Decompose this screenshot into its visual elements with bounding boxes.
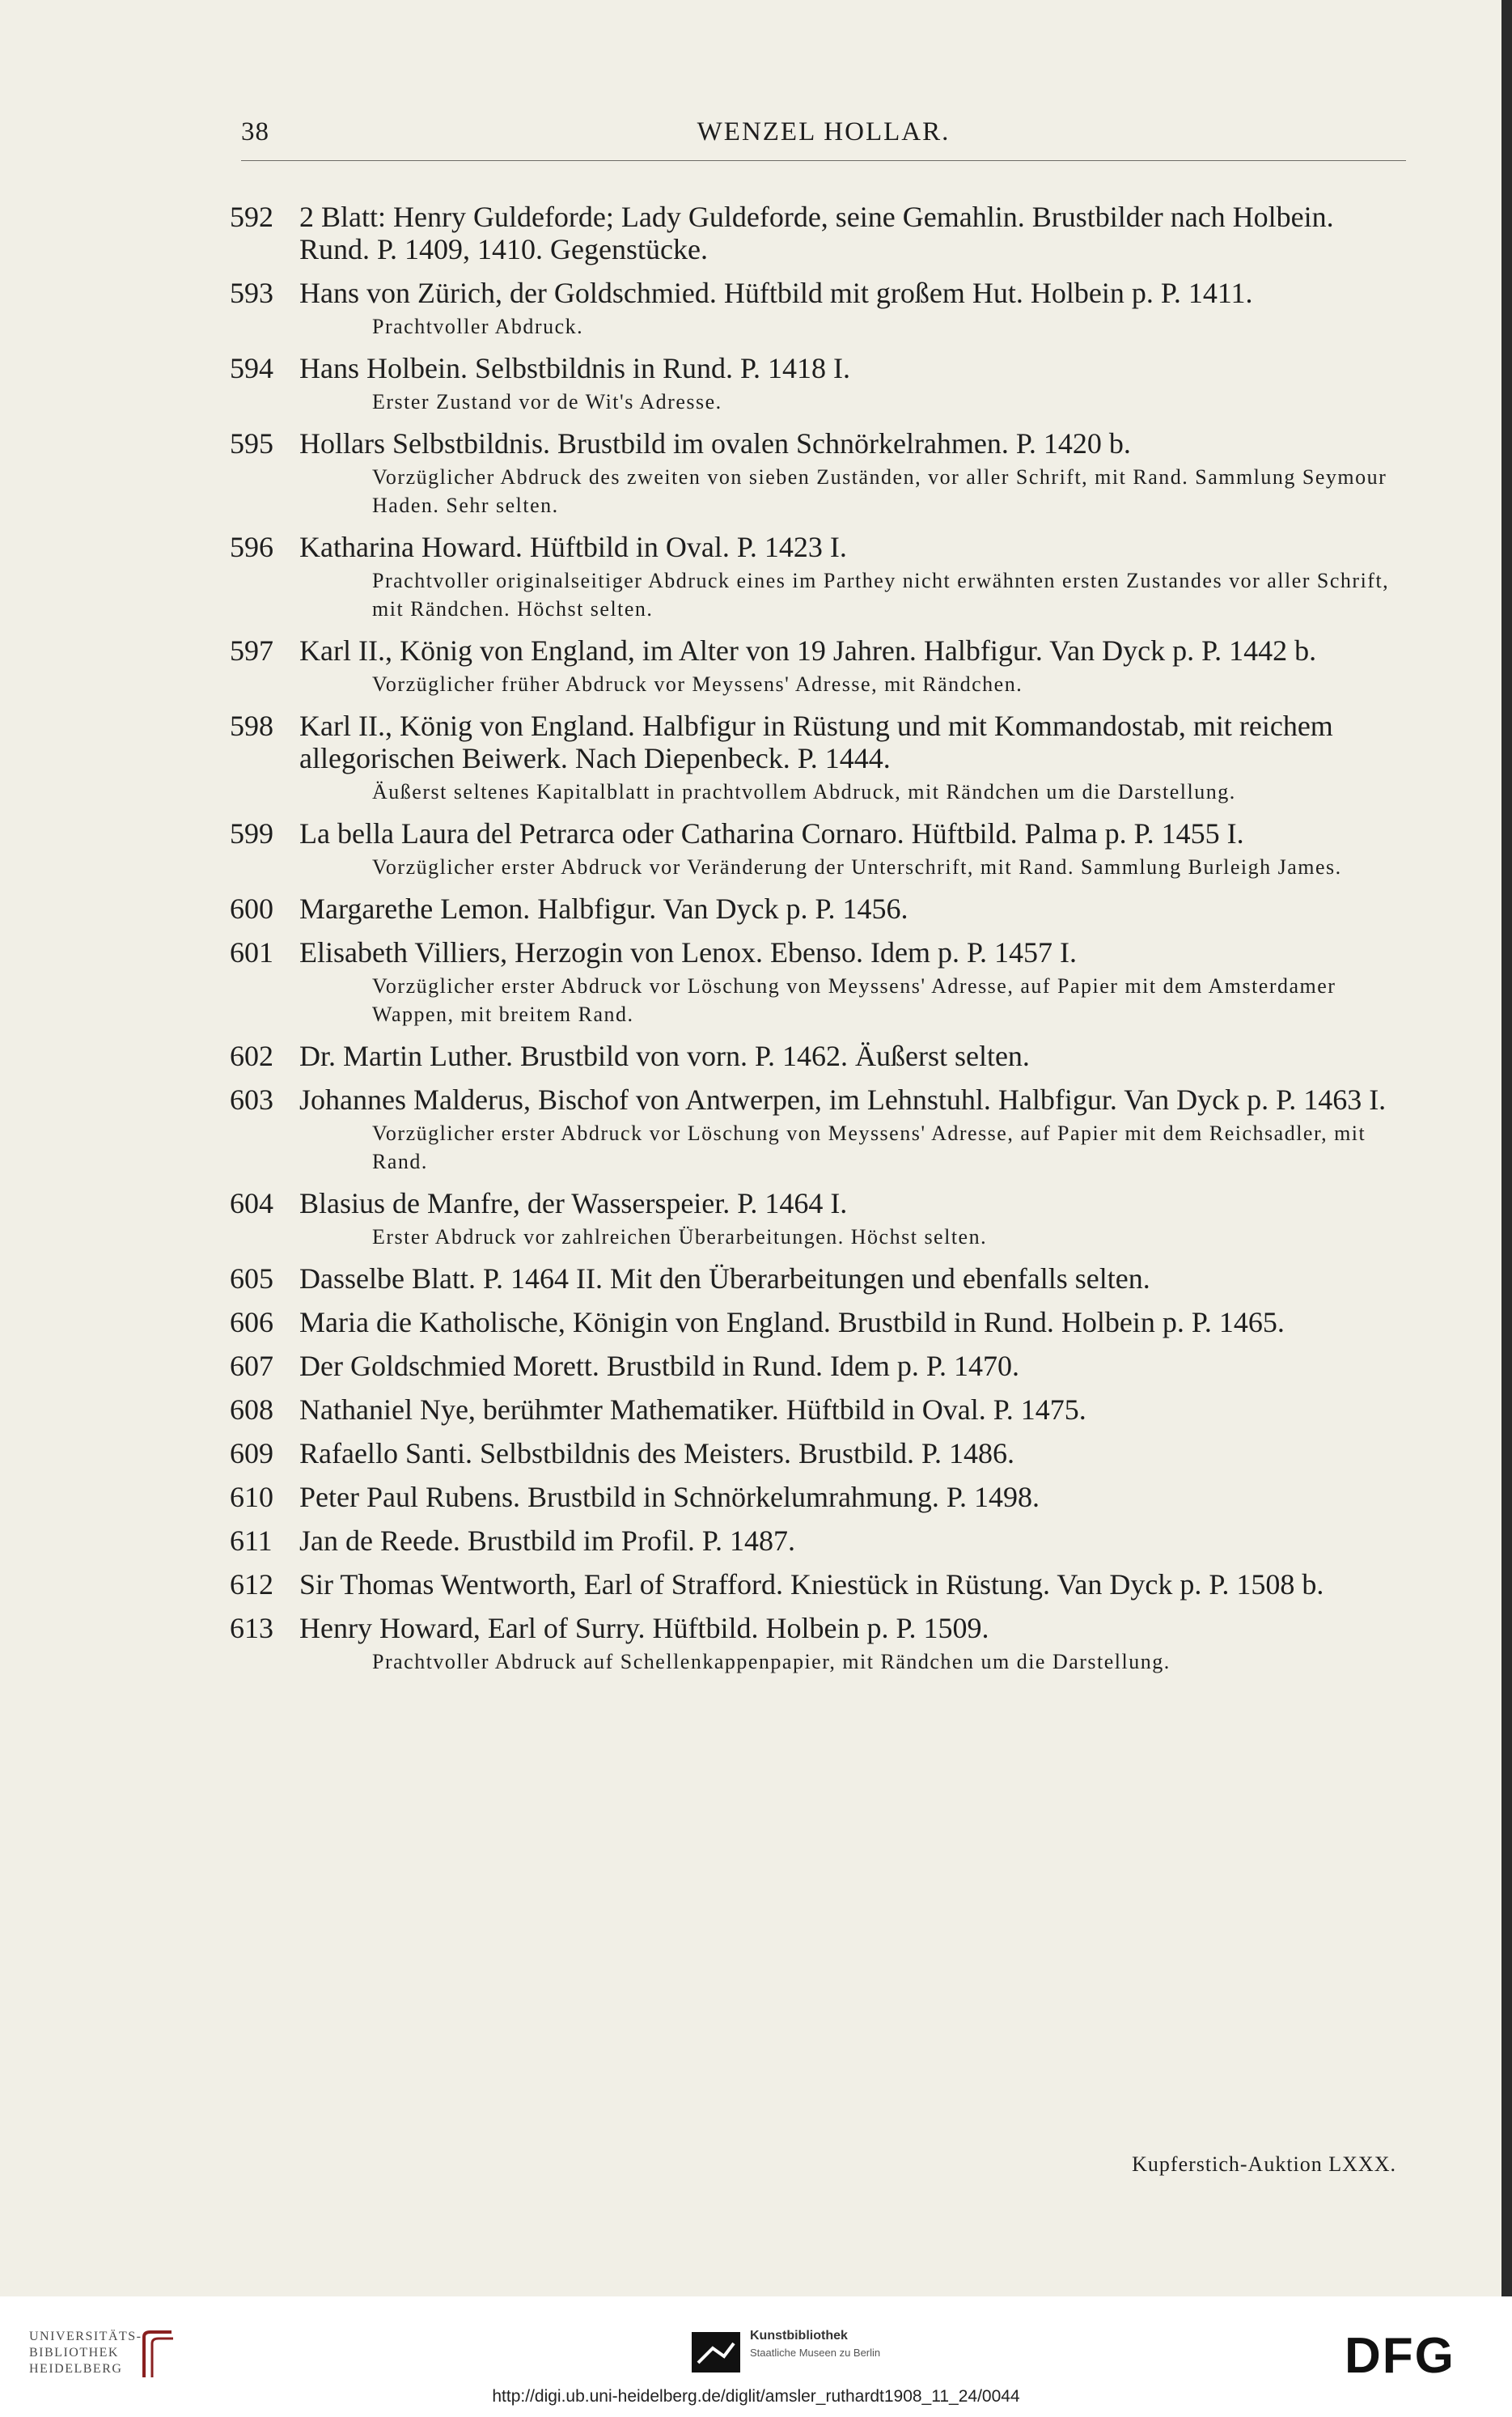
catalogue-entry	[230, 1262, 1411, 1295]
entry-note: Vorzüglicher erster Abdruck vor Löschung von Meyssens' Adresse, auf Papier mit dem Reichsadler, mit Rand.	[372, 1122, 1366, 1173]
catalogue-entry	[230, 1437, 1411, 1469]
entry-number: 608	[230, 1393, 273, 1426]
catalogue-entry	[230, 710, 1411, 806]
entry-number: 592	[230, 201, 273, 233]
entry-title: Jan de Reede. Brustbild im Profil. P. 1487.	[299, 1524, 795, 1557]
entry-title: Katharina Howard. Hüftbild in Oval. P. 1423 I.	[299, 531, 847, 563]
entry-number: 596	[230, 531, 273, 563]
kb-name: Kunstbibliothek	[750, 2329, 848, 2343]
entry-title: Margarethe Lemon. Halbfigur. Van Dyck p. P. 1456.	[299, 893, 908, 925]
entry-number: 605	[230, 1262, 273, 1295]
entry-note: Äußerst seltenes Kapitalblatt in prachtvollem Abdruck, mit Rändchen um die Darstellung.	[372, 780, 1236, 804]
entry-title: Hans von Zürich, der Goldschmied. Hüftbild mit großem Hut. Holbein p. P. 1411.	[299, 277, 1253, 309]
entry-note: Erster Abdruck vor zahlreichen Überarbeitungen. Höchst selten.	[372, 1225, 988, 1249]
catalogue-entry	[230, 1568, 1411, 1601]
catalogue-entry	[230, 1040, 1411, 1072]
entry-number: 613	[230, 1612, 273, 1644]
entry-title: Nathaniel Nye, berühmter Mathematiker. Hüftbild in Oval. P. 1475.	[299, 1393, 1086, 1426]
catalogue-entry	[230, 1187, 1411, 1251]
catalogue-entry	[230, 1481, 1411, 1513]
entry-number: 594	[230, 352, 273, 384]
entry-note: Vorzüglicher früher Abdruck vor Meyssens' Adresse, mit Rändchen.	[372, 672, 1023, 696]
entry-note: Prachtvoller originalseitiger Abdruck eines im Parthey nicht erwähnten ersten Zustandes vor aller Schrift, mit Rändchen. Höchst selten.	[372, 569, 1390, 621]
dfg-logo[interactable]: DFG	[1345, 2328, 1455, 2384]
entry-number: 612	[230, 1568, 273, 1601]
page-header	[241, 117, 1406, 166]
catalogue-entry	[230, 201, 1411, 265]
entry-number: 603	[230, 1083, 273, 1116]
catalogue-entry	[230, 277, 1411, 341]
catalogue-entries	[230, 201, 1411, 1687]
entry-note: Vorzüglicher erster Abdruck vor Veränderung der Unterschrift, mit Rand. Sammlung Burleigh James.	[372, 855, 1342, 879]
entry-title: Dr. Martin Luther. Brustbild von vorn. P. 1462. Äußerst selten.	[299, 1040, 1030, 1072]
entry-number: 606	[230, 1306, 273, 1338]
uni-logo-line: UNIVERSITÄTS-	[29, 2330, 142, 2343]
catalogue-entry	[230, 1524, 1411, 1557]
catalogue-entry	[230, 427, 1411, 519]
catalogue-entry	[230, 936, 1411, 1028]
entry-title: Hollars Selbstbildnis. Brustbild im ovalen Schnörkelrahmen. P. 1420 b.	[299, 427, 1131, 460]
entry-note: Vorzüglicher Abdruck des zweiten von sieben Zuständen, vor aller Schrift, mit Rand. Sammlung Seymour Haden. Sehr selten.	[372, 465, 1387, 517]
entry-title: Hans Holbein. Selbstbildnis in Rund. P. 1418 I.	[299, 352, 851, 384]
uni-logo-line: BIBLIOTHEK	[29, 2346, 119, 2360]
entry-number: 597	[230, 634, 273, 667]
catalogue-entry	[230, 1393, 1411, 1426]
catalogue-entry	[230, 817, 1411, 881]
entry-number: 599	[230, 817, 273, 850]
entry-title: Sir Thomas Wentworth, Earl of Strafford. Kniestück in Rüstung. Van Dyck p. P. 1508 b.	[299, 1568, 1324, 1601]
uni-logo-line: HEIDELBERG	[29, 2362, 123, 2376]
entry-number: 598	[230, 710, 273, 742]
entry-number: 600	[230, 893, 273, 925]
entry-title: Peter Paul Rubens. Brustbild in Schnörkelumrahmung. P. 1498.	[299, 1481, 1040, 1513]
entry-number: 601	[230, 936, 273, 969]
entry-title: Henry Howard, Earl of Surry. Hüftbild. Holbein p. P. 1509.	[299, 1612, 989, 1644]
entry-number: 611	[230, 1524, 273, 1557]
catalogue-entry	[230, 1350, 1411, 1382]
page-number: 38	[241, 117, 269, 146]
entry-number: 609	[230, 1437, 273, 1469]
entry-title: Blasius de Manfre, der Wasserspeier. P. 1464 I.	[299, 1187, 848, 1219]
catalogue-entry	[230, 352, 1411, 416]
entry-title: Elisabeth Villiers, Herzogin von Lenox. Ebenso. Idem p. P. 1457 I.	[299, 936, 1078, 969]
catalogue-entry	[230, 893, 1411, 925]
entry-note: Prachtvoller Abdruck auf Schellenkappenpapier, mit Rändchen um die Darstellung.	[372, 1650, 1171, 1673]
entry-title: Maria die Katholische, Königin von England. Brustbild in Rund. Holbein p. P. 1465.	[299, 1306, 1285, 1338]
entry-number: 607	[230, 1350, 273, 1382]
entry-note: Vorzüglicher erster Abdruck vor Löschung von Meyssens' Adresse, auf Papier mit dem Amsterdamer Wappen, mit breitem Rand.	[372, 974, 1336, 1026]
entry-title: Dasselbe Blatt. P. 1464 II. Mit den Überarbeitungen und ebenfalls selten.	[299, 1262, 1150, 1295]
catalogue-entry	[230, 1306, 1411, 1338]
catalogue-entry	[230, 1083, 1411, 1176]
entry-title: La bella Laura del Petrarca oder Catharina Cornaro. Hüftbild. Palma p. P. 1455 I.	[299, 817, 1244, 850]
entry-title: Rafaello Santi. Selbstbildnis des Meisters. Brustbild. P. 1486.	[299, 1437, 1014, 1469]
catalogue-entry	[230, 1612, 1411, 1676]
kb-emblem-icon	[692, 2332, 740, 2372]
source-url-link[interactable]: http://digi.ub.uni-heidelberg.de/diglit/amsler_ruthardt1908_11_24/0044	[492, 2387, 1020, 2406]
catalogue-entry	[230, 531, 1411, 623]
entry-title: Karl II., König von England. Halbfigur in Rüstung und mit Kommandostab, mit reichem allegorischen Beiwerk. Nach Diepenbeck. P. 1444.	[299, 710, 1333, 774]
kb-subtitle: Staatliche Museen zu Berlin	[750, 2347, 881, 2359]
uni-emblem-icon	[139, 2329, 178, 2381]
entry-title: Johannes Malderus, Bischof von Antwerpen, im Lehnstuhl. Halbfigur. Van Dyck p. P. 1463 I.	[299, 1083, 1387, 1116]
entry-number: 604	[230, 1187, 273, 1219]
footer-note: Kupferstich-Auktion LXXX.	[1132, 2152, 1396, 2176]
entry-number: 610	[230, 1481, 273, 1513]
catalogue-entry	[230, 634, 1411, 698]
kunstbibliothek-logo[interactable]	[692, 2329, 934, 2377]
entry-title: 2 Blatt: Henry Guldeforde; Lady Guldeforde, seine Gemahlin. Brustbilder nach Holbein. Rund. P. 1409, 1410. Gegenstücke.	[299, 201, 1334, 265]
header-rule	[241, 160, 1406, 161]
digitization-footer	[0, 2296, 1512, 2417]
entry-number: 602	[230, 1040, 273, 1072]
university-library-logo[interactable]	[29, 2329, 191, 2385]
entry-title: Der Goldschmied Morett. Brustbild in Rund. Idem p. P. 1470.	[299, 1350, 1019, 1382]
running-title: WENZEL HOLLAR.	[697, 117, 951, 146]
entry-number: 595	[230, 427, 273, 460]
entry-title: Karl II., König von England, im Alter von 19 Jahren. Halbfigur. Van Dyck p. P. 1442 b.	[299, 634, 1317, 667]
entry-note: Prachtvoller Abdruck.	[372, 315, 584, 338]
entry-note: Erster Zustand vor de Wit's Adresse.	[372, 390, 722, 413]
entry-number: 593	[230, 277, 273, 309]
